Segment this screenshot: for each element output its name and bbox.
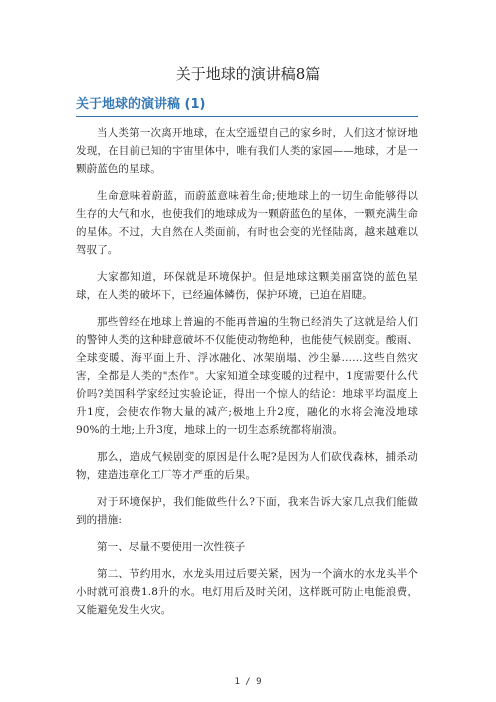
paragraph-2: 生命意味着蔚蓝，而蔚蓝意味着生命;使地球上的一切生命能够得以生存的大气和水，也使我们的地球成为一颗蔚蓝色的星体，一颗充满生命的星体。不过，大自然在人类面前，有时也会变的光怪陆离，越来越难以驾驭了。 <box>76 190 418 256</box>
section-heading: 关于地球的演讲稿 (1) <box>76 96 418 117</box>
paragraph-5: 那么，造成气候剧变的原因是什么呢?是因为人们砍伐森林，捕杀动物，建造违章化工厂等才严重的后果。 <box>76 451 418 481</box>
paragraph-6: 对于环境保护，我们能做些什么?下面，我来告诉大家几点我们能做到的措施: <box>76 496 418 526</box>
document-title: 关于地球的演讲稿8篇 <box>175 65 321 83</box>
document-body <box>76 124 418 628</box>
paragraph-3: 大家都知道，环保就是环境保护。但是地球这颗美丽富饶的蓝色星球，在人类的破坏下，已经遍体鳞伤，保护环境，已迫在眉睫。 <box>76 271 418 301</box>
paragraph-1: 当人类第一次离开地球，在太空遥望自己的家乡时，人们这才惊讶地发现，在目前已知的宇宙里体中，唯有我们人类的家园——地球，才是一颗蔚蓝色的星球。 <box>76 127 418 175</box>
paragraph-4: 那些曾经在地球上普遍的不能再普遍的生物已经消失了这就是给人们的警钟人类的这种肆意破坏不仅能使动物绝种，也能使气候剧变。酸雨、全球变暖、海平面上升、浮冰融化、冰架崩塌、沙尘暴……这些自然灾害，全都是人类的"杰作"。大家知道全球变暖的过程中，1度需要什么代价吗?美国科学家经过实验论证，得出一个惊人的结论：地球平均温度上升1度，会使农作物大量的减产;极地上升2度，融化的水将会淹没地球90%的土地;上升3度，地球上的一切生态系统都将崩溃。 <box>76 316 418 436</box>
paragraph-8: 第二、节约用水，水龙头用过后要关紧，因为一个滴水的水龙头半个小时就可浪费1.8升的水。电灯用后及时关闭，这样既可防止电能浪费，又能避免发生火灾。 <box>76 568 418 616</box>
paragraph-7: 第一、尽量不要使用一次性筷子 <box>97 541 246 553</box>
page-indicator: 1 / 9 <box>234 677 262 687</box>
